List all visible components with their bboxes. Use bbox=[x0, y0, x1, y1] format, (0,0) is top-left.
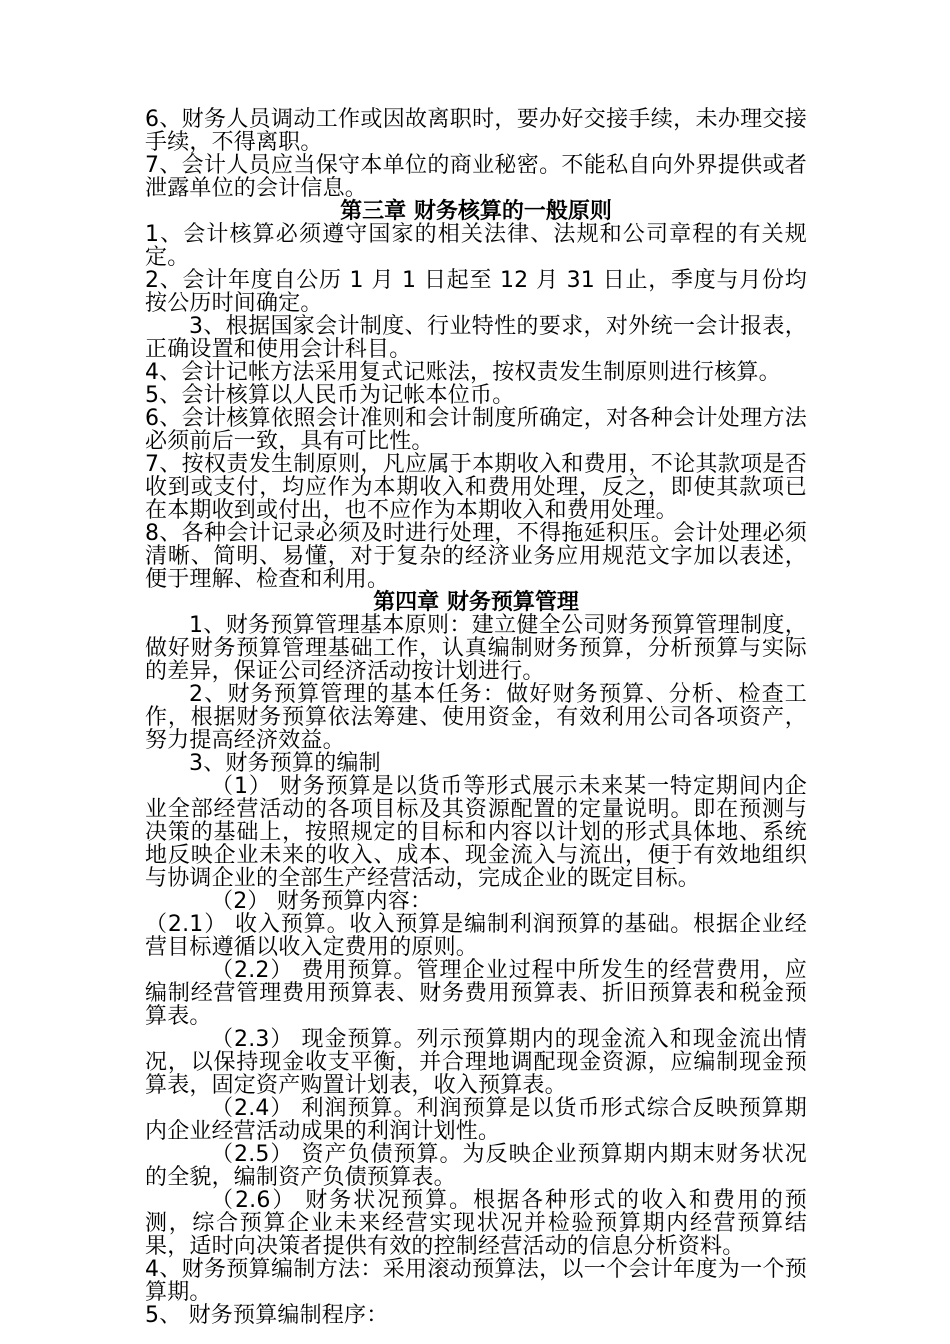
paragraph-4-3-2-4: （2.4） 利润预算。利润预算是以货币形式综合反映预算期内企业经营活动成果的利润计划性。 bbox=[145, 1096, 807, 1144]
paragraph-3-5: 5、会计核算以人民币为记帐本位币。 bbox=[145, 383, 515, 408]
chapter-4-heading: 第四章 财务预算管理 bbox=[373, 590, 579, 615]
paragraph-4-3-2-5: （2.5） 资产负债预算。为反映企业预算期内期末财务状况的全貌，编制资产负债预算表。 bbox=[145, 1142, 807, 1190]
paragraph-4-3-2-2: （2.2） 费用预算。管理企业过程中所发生的经营费用，应编制经营管理费用预算表、财务费用预算表、折旧预算表和税金预算表。 bbox=[145, 958, 807, 1029]
chapter-3-heading: 第三章 财务核算的一般原则 bbox=[340, 199, 612, 224]
paragraph-4-3-2-6: （2.6） 财务状况预算。根据各种形式的收入和费用的预测，综合预算企业未来经营实现状况并检验预算期内经营预算结果，适时向决策者提供有效的控制经营活动的信息分析资料。 bbox=[145, 1188, 807, 1259]
paragraph-3-6: 6、会计核算依照会计准则和会计制度所确定，对各种会计处理方法必须前后一致，具有可比性。 bbox=[145, 406, 807, 454]
paragraph-4-2: 2、财务预算管理的基本任务：做好财务预算、分析、检查工作，根据财务预算依法筹建、使用资金，有效利用公司各项资产，努力提高经济效益。 bbox=[145, 682, 807, 753]
paragraph-3-8: 8、各种会计记录必须及时进行处理，不得拖延积压。会计处理必须清晰、简明、易懂，对于复杂的经济业务应用规范文字加以表述，便于理解、检查和利用。 bbox=[145, 521, 807, 592]
paragraph-3-1: 1、会计核算必须遵守国家的相关法律、法规和公司章程的有关规定。 bbox=[145, 222, 807, 270]
paragraph-4-4: 4、财务预算编制方法：采用滚动预算法，以一个会计年度为一个预算期。 bbox=[145, 1257, 807, 1305]
paragraph-staff-transfer: 6、财务人员调动工作或因故离职时，要办好交接手续，未办理交接手续，不得离职。 bbox=[145, 107, 807, 155]
paragraph-3-2: 2、会计年度自公历 1 月 1 日起至 12 月 31 日止，季度与月份均按公历时间确定。 bbox=[145, 268, 807, 316]
paragraph-4-3-1: （1） 财务预算是以货币等形式展示未来某一特定期间内企业全部经营活动的各项目标及其资源配置的定量说明。即在预测与决策的基础上，按照规定的目标和内容以计划的形式具体地、系统地反映企业未来的收入、成本、现金流入与流出，便于有效地组织与协调企业的全部生产经营活动，完成企业的既定目标。 bbox=[145, 774, 807, 891]
paragraph-confidentiality: 7、会计人员应当保守本单位的商业秘密。不能私自向外界提供或者泄露单位的会计信息。 bbox=[145, 153, 807, 201]
paragraph-4-3: 3、财务预算的编制 bbox=[189, 751, 381, 776]
document-page bbox=[145, 108, 807, 1327]
paragraph-3-7: 7、按权责发生制原则，凡应属于本期收入和费用，不论其款项是否收到或支付，均应作为本期收入和费用处理，反之，即使其款项已在本期收到或付出，也不应作为本期收入和费用处理。 bbox=[145, 452, 807, 523]
paragraph-3-4: 4、会计记帐方法采用复式记账法，按权责发生制原则进行核算。 bbox=[145, 360, 781, 385]
paragraph-4-3-2-3: （2.3） 现金预算。列示预算期内的现金流入和现金流出情况，以保持现金收支平衡，并合理地调配现金资源，应编制现金预算表，固定资产购置计划表，收入预算表。 bbox=[145, 1027, 807, 1098]
paragraph-4-1: 1、财务预算管理基本原则：建立健全公司财务预算管理制度，做好财务预算管理基础工作，认真编制财务预算，分析预算与实际的差异，保证公司经济活动按计划进行。 bbox=[145, 613, 807, 684]
paragraph-3-3: 3、根据国家会计制度、行业特性的要求，对外统一会计报表，正确设置和使用会计科目。 bbox=[145, 314, 807, 362]
paragraph-4-3-2: （2） 财务预算内容： bbox=[211, 889, 433, 914]
paragraph-4-5: 5、 财务预算编制程序： bbox=[145, 1303, 389, 1328]
paragraph-4-3-2-1: （2.1） 收入预算。收入预算是编制利润预算的基础。根据企业经营目标遵循以收入定费用的原则。 bbox=[145, 912, 807, 960]
